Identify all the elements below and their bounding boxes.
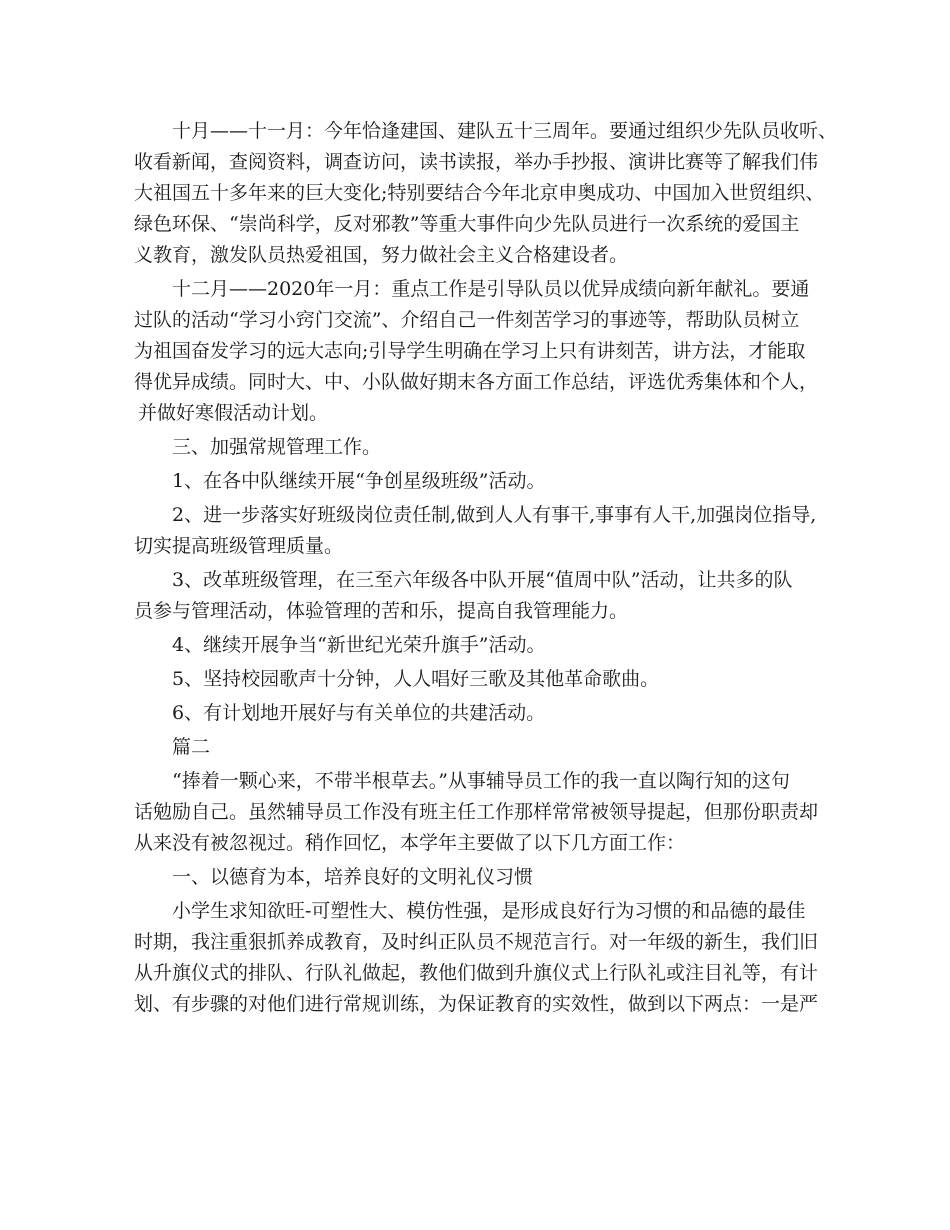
text-line: 十二月——2020年一月：重点工作是引导队员以优异成绩向新年献礼。要通	[172, 278, 810, 300]
text-line: 义教育，激发队员热爱祖国，努力做社会主义合格建设者。	[134, 244, 629, 266]
text-line: 得优异成绩。同时大、中、小队做好期末各方面工作总结，评选优秀集体和个人，	[134, 371, 819, 393]
text-line: 1、在各中队继续开展“争创星级班级”活动。	[172, 470, 546, 492]
text-line: 大祖国五十多年来的巨大变化;特别要结合今年北京申奥成功、中国加入世贸组织、	[134, 182, 825, 204]
list-item-3	[134, 565, 834, 627]
text-line: 4、继续开展争当“新世纪光荣升旗手”活动。	[172, 634, 546, 656]
text-line: 收看新闻，查阅资料，调查访问，读书读报，举办手抄报、演讲比赛等了解我们伟	[134, 151, 819, 173]
text-line: 切实提高班级管理质量。	[134, 535, 344, 557]
text-line: 过队的活动“学习小窍门交流”、介绍自己一件刻苦学习的事迹等，帮助队员树立	[134, 309, 800, 331]
paragraph-habit-formation	[134, 896, 834, 1020]
text-line: 员参与管理活动，体验管理的苦和乐，提高自我管理能力。	[134, 600, 629, 622]
paragraph-dec-jan	[134, 274, 834, 429]
list-item-4	[134, 630, 834, 661]
text-line: 3、改革班级管理，在三至六年级各中队开展“值周中队”活动，让共多的队	[172, 569, 793, 591]
text-line: 并做好寒假活动计划。	[138, 402, 329, 424]
text-line: 5、坚持校园歌声十分钟，人人唱好三歌及其他革命歌曲。	[172, 668, 660, 690]
document-body	[134, 116, 838, 1023]
list-item-2	[134, 500, 834, 562]
list-item-1	[134, 466, 834, 497]
text-line: 为祖国奋发学习的远大志向;引导学生明确在学习上只有讲刻苦，讲方法，才能取	[134, 340, 806, 362]
text-line: 三、加强常规管理工作。	[172, 436, 382, 458]
text-line: 从来没有被忽视过。稍作回忆，本学年主要做了以下几方面工作：	[134, 832, 686, 854]
section-title-part-two	[134, 732, 834, 763]
text-line: 十月——十一月：今年恰逢建国、建队五十三周年。要通过组织少先队员收听、	[172, 120, 838, 142]
list-item-5	[134, 664, 834, 695]
text-line: “捧着一颗心来，不带半根草去。”从事辅导员工作的我一直以陶行知的这句	[172, 770, 790, 792]
section-heading-moral-education	[134, 862, 834, 893]
text-line: 话勉励自己。虽然辅导员工作没有班主任工作那样常常被领导提起，但那份职责却	[134, 801, 819, 823]
text-line: 小学生求知欲旺-可塑性大、模仿性强，是形成良好行为习惯的和品德的最佳	[172, 900, 806, 922]
text-line: 绿色环保、“崇尚科学，反对邪教”等重大事件向少先队员进行一次系统的爱国主	[134, 213, 800, 235]
text-line: 2、进一步落实好班级岗位责任制,做到人人有事干,事事有人干,加强岗位指导,	[172, 504, 817, 526]
list-item-6	[134, 698, 834, 729]
text-line: 一、以德育为本，培养良好的文明礼仪习惯	[172, 866, 534, 888]
text-line: 划、有步骤的对他们进行常规训练，为保证教育的实效性，做到以下两点：一是严	[134, 993, 819, 1015]
text-line: 从升旗仪式的排队、行队礼做起，教他们做到升旗仪式上行队礼或注目礼等，有计	[134, 962, 819, 984]
text-line: 6、有计划地开展好与有关单位的共建活动。	[172, 702, 546, 724]
section-heading-routine-management	[134, 432, 834, 463]
paragraph-oct-nov	[134, 116, 838, 271]
text-line: 篇二	[172, 736, 211, 758]
paragraph-intro-quote	[134, 766, 834, 859]
text-line: 时期，我注重狠抓养成教育，及时纠正队员不规范言行。对一年级的新生，我们旧	[134, 931, 819, 953]
